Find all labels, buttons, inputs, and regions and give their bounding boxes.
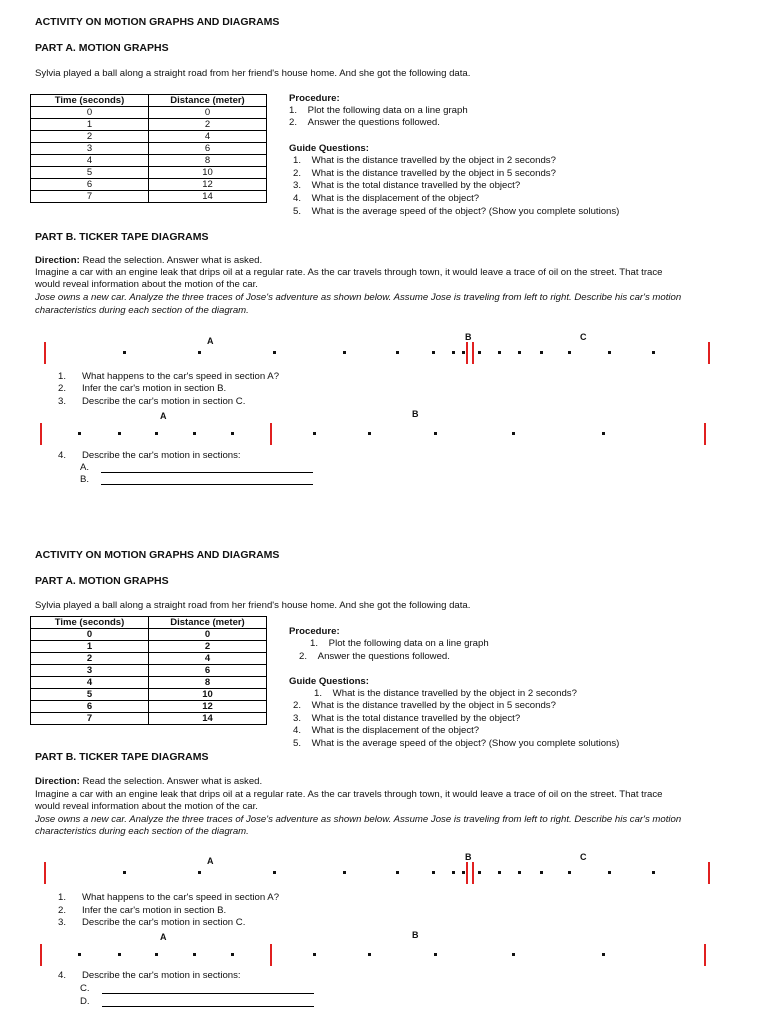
table-cell: 2 bbox=[149, 119, 267, 131]
oil-drop bbox=[568, 871, 571, 874]
oil-drop bbox=[652, 351, 655, 354]
oil-drop bbox=[273, 871, 276, 874]
paragraph-italic: characteristics during each section of the diagram. bbox=[35, 305, 249, 316]
guide-title: Guide Questions: bbox=[289, 143, 369, 154]
guide-question: 3. What is the total distance travelled by the object? bbox=[293, 713, 521, 724]
paragraph-italic: Jose owns a new car. Analyze the three traces of Jose's adventure as shown below. Assume Jose is traveling from left to right. Describe his car's motion bbox=[35, 814, 682, 825]
table-row bbox=[31, 179, 267, 191]
table-cell: 10 bbox=[149, 167, 267, 179]
oil-drop bbox=[434, 953, 437, 956]
oil-drop bbox=[118, 432, 121, 435]
section-title: ACTIVITY ON MOTION GRAPHS AND DIAGRAMS bbox=[35, 549, 280, 561]
oil-drop bbox=[368, 953, 371, 956]
oil-drop bbox=[512, 953, 515, 956]
oil-drop bbox=[231, 953, 234, 956]
table-row bbox=[31, 119, 267, 131]
table-cell: 7 bbox=[31, 191, 149, 203]
guide-question: 1. What is the distance travelled by the object in 2 seconds? bbox=[293, 155, 556, 166]
oil-drop bbox=[198, 871, 201, 874]
guide-title: Guide Questions: bbox=[289, 676, 369, 687]
oil-drop bbox=[602, 953, 605, 956]
question-item: 1. What happens to the car's speed in section A? bbox=[58, 892, 280, 903]
table-cell: 0 bbox=[31, 107, 149, 119]
section-marker bbox=[40, 423, 42, 445]
table-cell: 1 bbox=[31, 641, 149, 653]
part-b-heading: PART B. TICKER TAPE DIAGRAMS bbox=[35, 231, 209, 243]
oil-drop bbox=[512, 432, 515, 435]
table-row bbox=[31, 107, 267, 119]
table-cell: 8 bbox=[149, 155, 267, 167]
oil-drop bbox=[396, 871, 399, 874]
data-table bbox=[30, 616, 267, 725]
oil-drop bbox=[608, 351, 611, 354]
table-cell: 2 bbox=[31, 131, 149, 143]
paragraph-italic: characteristics during each section of the diagram. bbox=[35, 826, 249, 837]
procedure-item: 1. Plot the following data on a line graph bbox=[310, 638, 489, 649]
table-cell: 6 bbox=[31, 179, 149, 191]
question-item: 4. Describe the car's motion in sections: bbox=[58, 970, 241, 981]
part-b-heading: PART B. TICKER TAPE DIAGRAMS bbox=[35, 751, 209, 763]
ticker-tape-3 bbox=[0, 850, 768, 890]
table-cell: 12 bbox=[149, 701, 267, 713]
oil-drop bbox=[313, 953, 316, 956]
ticker-tape-4 bbox=[0, 926, 768, 966]
oil-drop bbox=[540, 871, 543, 874]
paragraph: Imagine a car with an engine leak that drips oil at a regular rate. As the car travels through town, it would leave a trace of oil on the street. That trace bbox=[35, 267, 663, 278]
oil-drop bbox=[78, 953, 81, 956]
oil-drop bbox=[462, 351, 465, 354]
guide-question: 5. What is the average speed of the object? (Show you complete solutions) bbox=[293, 738, 620, 749]
table-row bbox=[31, 641, 267, 653]
oil-drop bbox=[478, 351, 481, 354]
table-cell: 0 bbox=[31, 629, 149, 641]
table-cell: 0 bbox=[149, 629, 267, 641]
ticker-tape-2 bbox=[0, 405, 768, 445]
oil-drop bbox=[118, 953, 121, 956]
oil-drop bbox=[155, 953, 158, 956]
oil-drop bbox=[343, 351, 346, 354]
table-cell: 3 bbox=[31, 665, 149, 677]
table-cell: 5 bbox=[31, 689, 149, 701]
oil-drop bbox=[608, 871, 611, 874]
procedure-title: Procedure: bbox=[289, 626, 340, 637]
table-cell: 6 bbox=[149, 143, 267, 155]
guide-question: 3. What is the total distance travelled by the object? bbox=[293, 180, 521, 191]
table-cell: 8 bbox=[149, 677, 267, 689]
oil-drop bbox=[518, 351, 521, 354]
guide-question: 2. What is the distance travelled by the object in 5 seconds? bbox=[293, 168, 556, 179]
tape-label: B bbox=[465, 852, 472, 862]
table-row bbox=[31, 665, 267, 677]
table-row bbox=[31, 701, 267, 713]
oil-drop bbox=[123, 871, 126, 874]
table-cell: 14 bbox=[149, 713, 267, 725]
section-marker bbox=[704, 423, 706, 445]
section-title: ACTIVITY ON MOTION GRAPHS AND DIAGRAMS bbox=[35, 16, 280, 28]
table-row bbox=[31, 143, 267, 155]
table-cell: 10 bbox=[149, 689, 267, 701]
table-row bbox=[31, 167, 267, 179]
oil-drop bbox=[78, 432, 81, 435]
oil-drop bbox=[452, 871, 455, 874]
paragraph: would reveal information about the motion of the car. bbox=[35, 279, 258, 290]
oil-drop bbox=[123, 351, 126, 354]
paragraph-italic: Jose owns a new car. Analyze the three traces of Jose's adventure as shown below. Assume Jose is traveling from left to right. Describe his car's motion bbox=[35, 292, 682, 303]
question-item: 4. Describe the car's motion in sections: bbox=[58, 450, 241, 461]
oil-drop bbox=[231, 432, 234, 435]
guide-question: 5. What is the average speed of the object? (Show you complete solutions) bbox=[293, 206, 620, 217]
table-cell: 4 bbox=[31, 155, 149, 167]
section-marker bbox=[270, 423, 272, 445]
oil-drop bbox=[498, 871, 501, 874]
tape-label: A bbox=[207, 856, 214, 866]
table-row bbox=[31, 131, 267, 143]
table-row bbox=[31, 629, 267, 641]
section-marker bbox=[270, 944, 272, 966]
oil-drop bbox=[478, 871, 481, 874]
tape-label: C bbox=[580, 332, 587, 342]
guide-question: 2. What is the distance travelled by the object in 5 seconds? bbox=[293, 700, 556, 711]
table-cell: 1 bbox=[31, 119, 149, 131]
table-cell: 4 bbox=[31, 677, 149, 689]
guide-question: 4. What is the displacement of the object? bbox=[293, 193, 480, 204]
question-item: 1. What happens to the car's speed in section A? bbox=[58, 371, 280, 382]
oil-drop bbox=[343, 871, 346, 874]
table-cell: 12 bbox=[149, 179, 267, 191]
oil-drop bbox=[198, 351, 201, 354]
section-marker bbox=[466, 342, 468, 364]
table-row bbox=[31, 677, 267, 689]
section-marker bbox=[466, 862, 468, 884]
direction-text: Direction: Read the selection. Answer what is asked. bbox=[35, 776, 263, 787]
tape-label: A bbox=[160, 932, 167, 942]
oil-drop bbox=[434, 432, 437, 435]
question-item: 3. Describe the car's motion in section C. bbox=[58, 396, 246, 407]
oil-drop bbox=[273, 351, 276, 354]
table-header: Time (seconds) bbox=[31, 95, 149, 107]
answer-line[interactable]: C. bbox=[80, 983, 314, 994]
table-row bbox=[31, 653, 267, 665]
table-row bbox=[31, 689, 267, 701]
part-a-heading: PART A. MOTION GRAPHS bbox=[35, 575, 169, 587]
section-marker bbox=[708, 342, 710, 364]
procedure-title: Procedure: bbox=[289, 93, 340, 104]
section-marker bbox=[472, 862, 474, 884]
table-header: Time (seconds) bbox=[31, 617, 149, 629]
answer-line[interactable]: D. bbox=[80, 996, 314, 1007]
procedure-item: 2. Answer the questions followed. bbox=[289, 117, 440, 128]
tape-label: B bbox=[412, 409, 419, 419]
table-cell: 3 bbox=[31, 143, 149, 155]
question-item: 2. Infer the car's motion in section B. bbox=[58, 905, 227, 916]
table-cell: 6 bbox=[31, 701, 149, 713]
oil-drop bbox=[155, 432, 158, 435]
procedure-item: 1. Plot the following data on a line graph bbox=[289, 105, 468, 116]
oil-drop bbox=[498, 351, 501, 354]
table-cell: 4 bbox=[149, 653, 267, 665]
ticker-tape-1 bbox=[0, 330, 768, 370]
table-cell: 6 bbox=[149, 665, 267, 677]
oil-drop bbox=[518, 871, 521, 874]
table-cell: 5 bbox=[31, 167, 149, 179]
tape-label: C bbox=[580, 852, 587, 862]
table-row bbox=[31, 155, 267, 167]
table-cell: 0 bbox=[149, 107, 267, 119]
oil-drop bbox=[462, 871, 465, 874]
paragraph: Imagine a car with an engine leak that drips oil at a regular rate. As the car travels through town, it would leave a trace of oil on the street. That trace bbox=[35, 789, 663, 800]
oil-drop bbox=[396, 351, 399, 354]
tape-label: B bbox=[412, 930, 419, 940]
paragraph: would reveal information about the motion of the car. bbox=[35, 801, 258, 812]
intro-text: Sylvia played a ball along a straight road from her friend's house home. And she got the following data. bbox=[35, 600, 471, 611]
oil-drop bbox=[432, 351, 435, 354]
question-item: 2. Infer the car's motion in section B. bbox=[58, 383, 227, 394]
section-marker bbox=[472, 342, 474, 364]
table-header: Distance (meter) bbox=[149, 95, 267, 107]
table-cell: 2 bbox=[31, 653, 149, 665]
oil-drop bbox=[540, 351, 543, 354]
section-marker bbox=[708, 862, 710, 884]
oil-drop bbox=[368, 432, 371, 435]
tape-label: B bbox=[465, 332, 472, 342]
section-marker bbox=[44, 862, 46, 884]
table-cell: 14 bbox=[149, 191, 267, 203]
oil-drop bbox=[432, 871, 435, 874]
oil-drop bbox=[313, 432, 316, 435]
procedure-item: 2. Answer the questions followed. bbox=[299, 651, 450, 662]
direction-text: Direction: Read the selection. Answer what is asked. bbox=[35, 255, 263, 266]
oil-drop bbox=[452, 351, 455, 354]
tape-label: A bbox=[207, 336, 214, 346]
table-row bbox=[31, 191, 267, 203]
guide-question: 4. What is the displacement of the object? bbox=[293, 725, 480, 736]
answer-line[interactable]: B. bbox=[80, 474, 313, 485]
guide-question: 1. What is the distance travelled by the object in 2 seconds? bbox=[314, 688, 577, 699]
tape-label: A bbox=[160, 411, 167, 421]
oil-drop bbox=[193, 953, 196, 956]
oil-drop bbox=[568, 351, 571, 354]
table-row bbox=[31, 713, 267, 725]
section-marker bbox=[40, 944, 42, 966]
question-item: 3. Describe the car's motion in section C. bbox=[58, 917, 246, 928]
table-cell: 4 bbox=[149, 131, 267, 143]
data-table bbox=[30, 94, 267, 203]
table-cell: 2 bbox=[149, 641, 267, 653]
answer-line[interactable]: A. bbox=[80, 462, 313, 473]
section-marker bbox=[44, 342, 46, 364]
table-cell: 7 bbox=[31, 713, 149, 725]
intro-text: Sylvia played a ball along a straight road from her friend's house home. And she got the following data. bbox=[35, 68, 471, 79]
part-a-heading: PART A. MOTION GRAPHS bbox=[35, 42, 169, 54]
oil-drop bbox=[652, 871, 655, 874]
table-header: Distance (meter) bbox=[149, 617, 267, 629]
oil-drop bbox=[193, 432, 196, 435]
section-marker bbox=[704, 944, 706, 966]
oil-drop bbox=[602, 432, 605, 435]
